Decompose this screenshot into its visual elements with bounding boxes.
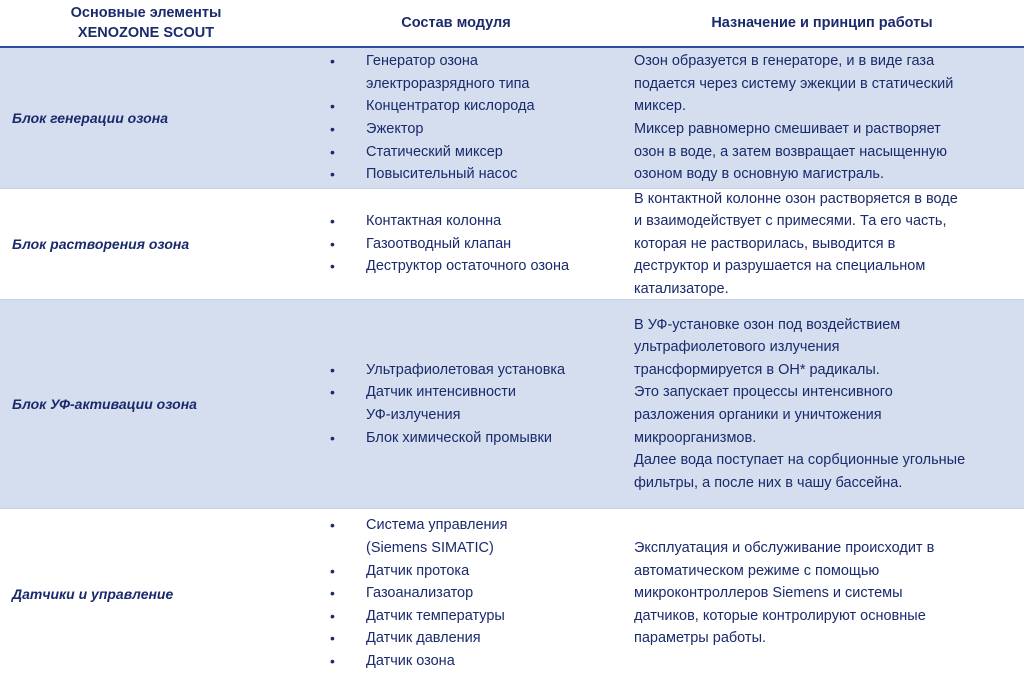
module-composition	[328, 189, 618, 299]
list-item-text: Эжектор	[366, 121, 424, 137]
purpose-text	[634, 50, 953, 186]
purpose-line: Далее вода поступает на сорбционные угольные	[634, 452, 966, 469]
purpose-line: Эксплуатация и обслуживание происходит в	[634, 540, 935, 557]
purpose-line: которая не растворилась, выводится в	[634, 235, 896, 252]
bullet-icon: •	[330, 53, 335, 70]
bullet-icon: •	[330, 361, 335, 378]
table-row	[0, 189, 1024, 300]
bullet-icon: •	[330, 258, 335, 275]
list-item-text: Датчик озона	[366, 652, 455, 669]
purpose-paragraph	[634, 537, 934, 650]
purpose-line: деструктор и разрушается на специальном	[634, 258, 926, 275]
list-item-text: Блок химической промывки	[366, 429, 552, 446]
list-item	[328, 627, 508, 650]
purpose-line: подается через систему эжекции в статический	[634, 75, 954, 92]
purpose-paragraph	[634, 118, 953, 186]
component-list	[328, 210, 569, 278]
list-item-text: Генератор озона	[366, 53, 478, 70]
list-item	[328, 427, 565, 450]
purpose-paragraph	[634, 50, 953, 118]
list-item-text: УФ-излучения	[366, 407, 461, 423]
purpose-line: озон в воде, а затем возвращает насыщенную	[634, 143, 947, 160]
list-item	[328, 514, 508, 559]
component-list	[328, 50, 535, 186]
list-item	[328, 95, 535, 118]
header-elements	[0, 0, 292, 46]
purpose-text	[634, 314, 965, 495]
table-header	[0, 0, 1024, 48]
list-item	[328, 605, 508, 628]
bullet-icon: •	[330, 384, 335, 401]
list-item	[328, 210, 569, 233]
list-item	[328, 359, 565, 382]
bullet-icon: •	[330, 607, 335, 624]
list-item	[328, 381, 565, 426]
bullet-icon: •	[330, 98, 335, 115]
bullet-icon: •	[330, 235, 335, 252]
bullet-icon: •	[330, 652, 335, 669]
list-item-text: Датчик интенсивности	[366, 384, 517, 401]
purpose-paragraph	[634, 188, 958, 301]
list-item-text: Контактная колонна	[366, 213, 502, 230]
module-name: Блок УФ-активации озона	[12, 396, 197, 412]
table-row	[0, 509, 1024, 678]
purpose-line: автоматическом режиме с помощью	[634, 562, 880, 579]
bullet-icon: •	[330, 630, 335, 647]
list-item	[328, 255, 569, 278]
purpose-line: трансформируется в ОН* радикалы.	[634, 361, 880, 378]
module-composition	[328, 48, 618, 188]
bullet-icon: •	[330, 585, 335, 602]
list-item	[328, 560, 508, 583]
list-item-text: (Siemens SIMATIC)	[366, 540, 494, 557]
purpose-paragraph	[634, 381, 965, 449]
module-composition	[328, 300, 618, 508]
bullet-icon: •	[330, 121, 335, 137]
module-purpose	[634, 300, 1019, 508]
list-item-text: Газоанализатор	[366, 585, 474, 602]
list-item-text: Газоотводный клапан	[366, 235, 512, 252]
table-row	[0, 300, 1024, 509]
list-item-text: Деструктор остаточного озона	[366, 258, 570, 275]
purpose-line: ультрафиолетового излучения	[634, 339, 840, 356]
list-item-text: Концентратор кислорода	[366, 98, 535, 115]
purpose-line: разложения органики и уничтожения	[634, 407, 882, 423]
list-item-text: Датчик давления	[366, 630, 481, 647]
purpose-line: микроорганизмов.	[634, 429, 757, 446]
header-elements-line2: XENOZONE SCOUT	[77, 25, 215, 41]
list-item-text: Датчик протока	[366, 562, 470, 579]
purpose-line: Это запускает процессы интенсивного	[634, 384, 893, 401]
list-item	[328, 50, 535, 95]
list-item-text: Система управления	[366, 517, 508, 534]
list-item	[328, 141, 535, 164]
list-item	[328, 163, 535, 186]
purpose-line: микроконтроллеров Siemens и системы	[634, 585, 903, 602]
list-item	[328, 650, 508, 673]
header-composition: Состав модуля	[401, 15, 511, 31]
bullet-icon: •	[330, 166, 335, 183]
purpose-line: В УФ-установке озон под воздействием	[634, 316, 901, 333]
purpose-line: параметры работы.	[634, 630, 767, 647]
list-item-text: Ультрафиолетовая установка	[366, 361, 566, 378]
module-name: Блок растворения озона	[12, 236, 190, 252]
purpose-line: датчиков, которые контролируют основные	[634, 607, 926, 624]
bullet-icon: •	[330, 429, 335, 446]
bullet-icon: •	[330, 213, 335, 230]
purpose-line: Миксер равномерно смешивает и растворяет	[634, 121, 941, 137]
list-item-text: Датчик температуры	[366, 607, 505, 624]
bullet-icon: •	[330, 517, 335, 534]
component-list	[328, 359, 565, 449]
component-list	[328, 514, 508, 672]
module-purpose	[634, 48, 1019, 188]
purpose-line: фильтры, а после них в чашу бассейна.	[634, 474, 903, 491]
module-name: Датчики и управление	[12, 585, 174, 602]
purpose-line: озоном воду в основную магистраль.	[634, 166, 885, 183]
header-purpose: Назначение и принцип работы	[711, 15, 933, 31]
module-purpose	[634, 509, 1019, 678]
purpose-text	[634, 537, 934, 650]
purpose-line: катализаторе.	[634, 280, 729, 297]
purpose-line: миксер.	[634, 98, 686, 115]
purpose-line: и взаимодействует с примесями. Та его часть,	[634, 213, 947, 230]
module-purpose	[634, 189, 1019, 299]
list-item	[328, 233, 569, 256]
header-elements-line1: Основные элементы	[70, 5, 222, 21]
module-name: Блок генерации озона	[12, 110, 168, 126]
list-item-text: электроразрядного типа	[366, 75, 530, 92]
bullet-icon: •	[330, 562, 335, 579]
bullet-icon: •	[330, 143, 335, 160]
list-item-text: Статический миксер	[366, 143, 503, 160]
module-composition	[328, 509, 618, 678]
purpose-paragraph	[634, 449, 965, 494]
list-item-text: Повысительный насос	[366, 166, 518, 183]
purpose-line: В контактной колонне озон растворяется в воде	[634, 190, 958, 207]
list-item	[328, 118, 535, 141]
purpose-paragraph	[634, 314, 965, 382]
table-row	[0, 48, 1024, 189]
purpose-text	[634, 188, 958, 301]
purpose-line: Озон образуется в генераторе, и в виде газа	[634, 53, 935, 70]
list-item	[328, 582, 508, 605]
